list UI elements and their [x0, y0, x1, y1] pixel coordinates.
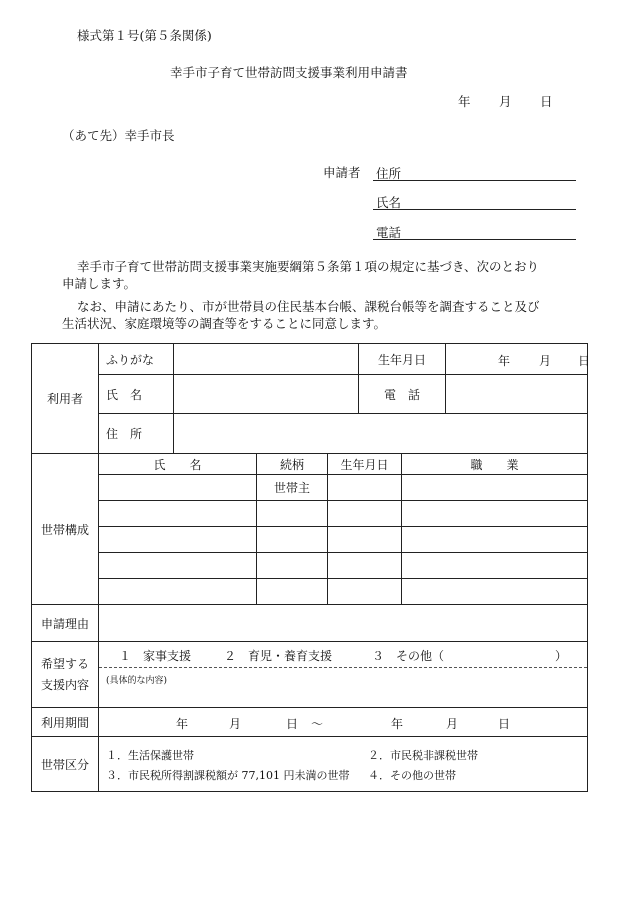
user-birthdate-input[interactable] [446, 344, 591, 375]
period-input[interactable] [99, 708, 588, 737]
applicant-name-line[interactable] [373, 209, 576, 210]
period-tilde: ～ [311, 717, 324, 731]
date-day-label: 日 [540, 94, 553, 109]
household-name-input[interactable] [99, 475, 257, 501]
household-birthdate-input[interactable] [328, 553, 402, 579]
household-relation-input[interactable] [257, 579, 328, 605]
household-birthdate-input[interactable] [328, 527, 402, 553]
period-start-day: 日 [286, 717, 299, 731]
household-row [32, 579, 588, 605]
applicant-name-label: 氏名 [376, 195, 402, 210]
furigana-input[interactable] [174, 344, 359, 375]
applicant-phone-line[interactable] [373, 239, 576, 240]
user-phone-label: 電 話 [359, 375, 446, 414]
birth-month-label: 月 [539, 354, 552, 368]
household-col-name: 氏 名 [99, 454, 257, 475]
date-month-label: 月 [499, 94, 512, 109]
user-name-label: 氏 名 [99, 375, 174, 414]
support-option-childcare[interactable]: ２ 育児・養育支援 [224, 649, 333, 663]
household-occupation-input[interactable] [402, 527, 588, 553]
support-label-line-1: 希望する [40, 656, 89, 671]
user-address-row [32, 414, 588, 454]
period-label: 利用期間 [32, 708, 99, 737]
paragraph-2-line-2: 生活状況、家庭環境等の調査等をすることに同意します。 [62, 316, 387, 331]
household-row [32, 501, 588, 527]
household-section-label: 世帯構成 [32, 454, 99, 605]
category-row [32, 737, 588, 792]
category-label: 世帯区分 [32, 737, 99, 792]
application-form-table [31, 343, 591, 792]
category-item-4[interactable]: ４．その他の世帯 [368, 769, 456, 782]
user-address-label: 住 所 [99, 414, 174, 454]
household-occupation-input[interactable] [402, 553, 588, 579]
applicant-label: 申請者 [323, 165, 361, 180]
support-option-housework[interactable]: １ 家事支援 [119, 649, 192, 663]
reason-input[interactable] [99, 605, 588, 642]
household-occupation-input[interactable] [402, 501, 588, 527]
household-row [32, 475, 588, 501]
household-name-input[interactable] [99, 527, 257, 553]
reason-label: 申請理由 [32, 605, 99, 642]
user-name-input[interactable] [174, 375, 359, 414]
support-option-other[interactable]: ３ その他（ [372, 649, 445, 663]
period-start-year: 年 [176, 717, 189, 731]
support-input[interactable] [99, 642, 588, 708]
furigana-label: ふりがな [99, 344, 174, 375]
period-row [32, 708, 588, 737]
household-row [32, 553, 588, 579]
reason-row [32, 605, 588, 642]
user-name-row [32, 375, 588, 414]
household-row [32, 527, 588, 553]
household-occupation-input[interactable] [402, 475, 588, 501]
household-relation-head: 世帯主 [257, 475, 328, 501]
paragraph-1-line-1: 幸手市子育て世帯訪問支援事業実施要綱第５条第１項の規定に基づき、次のとおり [77, 259, 540, 274]
household-name-input[interactable] [99, 579, 257, 605]
paragraph-1-line-2: 申請します。 [62, 276, 137, 291]
category-item-3[interactable]: ３．市民税所得割課税額が 77,101 円未満の世帯 [106, 769, 350, 782]
period-end-year: 年 [391, 717, 404, 731]
household-col-occupation: 職 業 [402, 454, 588, 475]
support-label [32, 642, 99, 708]
household-birthdate-input[interactable] [328, 501, 402, 527]
birth-year-label: 年 [498, 354, 511, 368]
user-birthdate-label: 生年月日 [359, 344, 446, 375]
household-header-row [32, 454, 588, 475]
household-birthdate-input[interactable] [328, 475, 402, 501]
paragraph-2-line-1: なお、申請にあたり、市が世帯員の住民基本台帳、課税台帳等を調査すること及び [77, 299, 540, 314]
form-number: 様式第１号(第５条関係) [77, 28, 212, 43]
user-address-input[interactable] [174, 414, 588, 454]
category-item-1[interactable]: １．生活保護世帯 [106, 749, 194, 762]
household-occupation-input[interactable] [402, 579, 588, 605]
period-end-month: 月 [446, 717, 459, 731]
birth-day-label: 日 [578, 354, 591, 368]
user-section-label: 利用者 [32, 344, 99, 454]
support-divider [99, 667, 587, 668]
household-birthdate-input[interactable] [328, 579, 402, 605]
applicant-phone-label: 電話 [376, 225, 402, 240]
household-relation-input[interactable] [257, 501, 328, 527]
page-title: 幸手市子育て世帯訪問支援事業利用申請書 [170, 65, 408, 80]
date-year-label: 年 [458, 94, 471, 109]
support-label-line-2: 支援内容 [40, 677, 89, 692]
household-relation-input[interactable] [257, 553, 328, 579]
period-start-month: 月 [229, 717, 242, 731]
support-option-other-close: ） [555, 649, 568, 663]
household-relation-input[interactable] [257, 527, 328, 553]
support-details-label: (具体的な内容) [106, 676, 168, 686]
user-furigana-row [32, 344, 588, 375]
category-input[interactable] [99, 737, 588, 792]
household-col-relation: 続柄 [257, 454, 328, 475]
household-name-input[interactable] [99, 553, 257, 579]
period-end-day: 日 [498, 717, 511, 731]
addressee: （あて先）幸手市長 [62, 128, 175, 143]
user-phone-input[interactable] [446, 375, 588, 414]
household-name-input[interactable] [99, 501, 257, 527]
applicant-address-line[interactable] [373, 180, 576, 181]
household-col-birthdate: 生年月日 [328, 454, 402, 475]
support-row [32, 642, 588, 708]
category-item-2[interactable]: ２．市民税非課税世帯 [368, 749, 478, 762]
applicant-address-label: 住所 [376, 166, 402, 181]
